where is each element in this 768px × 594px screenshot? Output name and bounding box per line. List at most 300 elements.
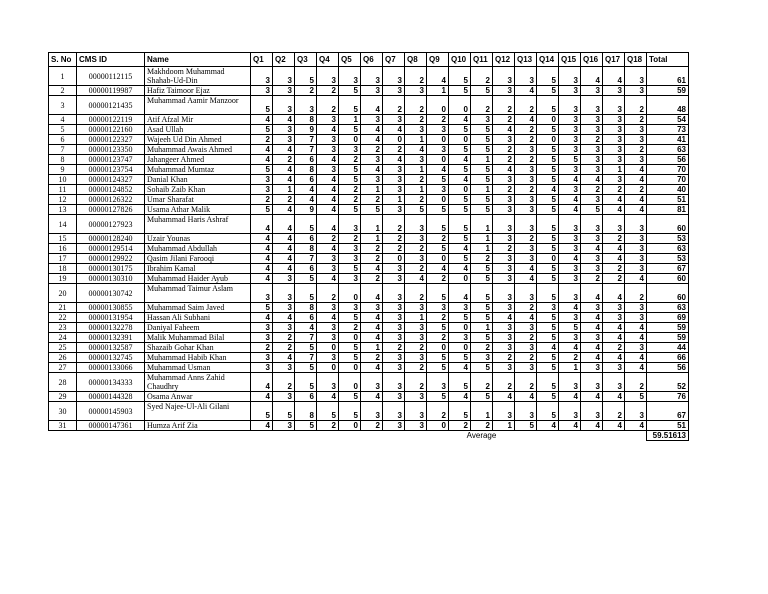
score-cell[interactable]: 5 xyxy=(339,313,361,323)
score-cell[interactable]: 4 xyxy=(361,363,383,373)
score-cell[interactable]: 0 xyxy=(449,96,471,115)
total-cell[interactable]: 53 xyxy=(647,234,689,244)
score-cell[interactable]: 5 xyxy=(449,353,471,363)
serial-number-cell[interactable]: 8 xyxy=(49,155,77,165)
score-cell[interactable]: 3 xyxy=(317,67,339,86)
student-name-cell[interactable]: Muhammad Awais Ahmed xyxy=(145,145,251,155)
score-cell[interactable]: 5 xyxy=(339,353,361,363)
score-cell[interactable]: 2 xyxy=(603,234,625,244)
score-cell[interactable]: 3 xyxy=(625,67,647,86)
score-cell[interactable]: 3 xyxy=(559,135,581,145)
score-cell[interactable]: 1 xyxy=(339,115,361,125)
score-cell[interactable]: 5 xyxy=(251,165,273,175)
score-cell[interactable]: 5 xyxy=(251,303,273,313)
score-cell[interactable]: 4 xyxy=(559,254,581,264)
cms-id-cell[interactable]: 00000122327 xyxy=(77,135,145,145)
score-cell[interactable]: 6 xyxy=(295,234,317,244)
score-cell[interactable]: 3 xyxy=(273,392,295,402)
score-cell[interactable]: 5 xyxy=(537,264,559,274)
score-cell[interactable]: 5 xyxy=(471,363,493,373)
score-cell[interactable]: 3 xyxy=(559,185,581,195)
score-cell[interactable]: 2 xyxy=(383,343,405,353)
score-cell[interactable]: 3 xyxy=(559,402,581,421)
score-cell[interactable]: 4 xyxy=(427,67,449,86)
student-name-cell[interactable]: Humza Arif Zia xyxy=(145,421,251,431)
score-cell[interactable]: 3 xyxy=(581,125,603,135)
score-cell[interactable]: 3 xyxy=(603,215,625,234)
score-cell[interactable]: 3 xyxy=(603,155,625,165)
score-cell[interactable]: 4 xyxy=(603,67,625,86)
serial-number-cell[interactable]: 23 xyxy=(49,323,77,333)
score-cell[interactable]: 2 xyxy=(493,155,515,165)
score-cell[interactable]: 3 xyxy=(581,373,603,392)
score-cell[interactable]: 4 xyxy=(559,303,581,313)
score-cell[interactable]: 3 xyxy=(603,145,625,155)
score-cell[interactable]: 2 xyxy=(339,234,361,244)
serial-number-cell[interactable]: 26 xyxy=(49,353,77,363)
score-cell[interactable]: 4 xyxy=(251,313,273,323)
score-cell[interactable]: 3 xyxy=(559,264,581,274)
score-cell[interactable]: 4 xyxy=(559,195,581,205)
score-cell[interactable]: 5 xyxy=(427,215,449,234)
cms-id-cell[interactable]: 00000131954 xyxy=(77,313,145,323)
score-cell[interactable]: 4 xyxy=(515,313,537,323)
score-cell[interactable]: 1 xyxy=(559,363,581,373)
score-cell[interactable]: 3 xyxy=(383,363,405,373)
score-cell[interactable]: 4 xyxy=(603,392,625,402)
cms-id-cell[interactable]: 00000145903 xyxy=(77,402,145,421)
serial-number-cell[interactable]: 15 xyxy=(49,234,77,244)
score-cell[interactable]: 3 xyxy=(383,274,405,284)
score-cell[interactable]: 4 xyxy=(449,363,471,373)
serial-number-cell[interactable]: 28 xyxy=(49,373,77,392)
score-cell[interactable]: 3 xyxy=(339,67,361,86)
column-header[interactable]: Q1 xyxy=(251,53,273,67)
score-cell[interactable]: 5 xyxy=(471,284,493,303)
score-cell[interactable]: 3 xyxy=(581,264,603,274)
score-cell[interactable]: 4 xyxy=(625,353,647,363)
score-cell[interactable]: 2 xyxy=(515,125,537,135)
score-cell[interactable]: 2 xyxy=(625,145,647,155)
score-cell[interactable]: 2 xyxy=(273,373,295,392)
score-cell[interactable]: 4 xyxy=(625,333,647,343)
score-cell[interactable]: 3 xyxy=(383,205,405,215)
score-cell[interactable]: 1 xyxy=(471,215,493,234)
score-cell[interactable]: 5 xyxy=(427,284,449,303)
score-cell[interactable]: 4 xyxy=(317,195,339,205)
serial-number-cell[interactable]: 17 xyxy=(49,254,77,264)
score-cell[interactable]: 0 xyxy=(339,421,361,431)
column-header[interactable]: Q11 xyxy=(471,53,493,67)
score-cell[interactable]: 3 xyxy=(427,185,449,195)
score-cell[interactable]: 2 xyxy=(361,421,383,431)
score-cell[interactable]: 0 xyxy=(537,115,559,125)
score-cell[interactable]: 0 xyxy=(317,363,339,373)
score-cell[interactable]: 5 xyxy=(471,195,493,205)
cms-id-cell[interactable]: 00000132587 xyxy=(77,343,145,353)
score-cell[interactable]: 2 xyxy=(405,373,427,392)
score-cell[interactable]: 3 xyxy=(537,303,559,313)
score-cell[interactable]: 0 xyxy=(449,274,471,284)
cms-id-cell[interactable]: 00000127826 xyxy=(77,205,145,215)
score-cell[interactable]: 3 xyxy=(493,343,515,353)
score-cell[interactable]: 3 xyxy=(515,145,537,155)
score-cell[interactable]: 3 xyxy=(625,303,647,313)
score-cell[interactable]: 4 xyxy=(559,205,581,215)
score-cell[interactable]: 2 xyxy=(427,333,449,343)
student-name-cell[interactable]: Makhdoom Muhammad Shahab-Ud-Din xyxy=(145,67,251,86)
score-cell[interactable]: 3 xyxy=(625,343,647,353)
total-cell[interactable]: 63 xyxy=(647,244,689,254)
score-cell[interactable]: 4 xyxy=(515,264,537,274)
score-cell[interactable]: 3 xyxy=(317,333,339,343)
cms-id-cell[interactable]: 00000124327 xyxy=(77,175,145,185)
score-cell[interactable]: 1 xyxy=(471,402,493,421)
score-cell[interactable]: 2 xyxy=(515,234,537,244)
cms-id-cell[interactable]: 00000130742 xyxy=(77,284,145,303)
score-cell[interactable]: 2 xyxy=(493,244,515,254)
score-cell[interactable]: 3 xyxy=(559,115,581,125)
total-cell[interactable]: 70 xyxy=(647,165,689,175)
column-header[interactable]: Q4 xyxy=(317,53,339,67)
score-cell[interactable]: 3 xyxy=(361,175,383,185)
student-name-cell[interactable]: Malik Muhammad Bilal xyxy=(145,333,251,343)
score-cell[interactable]: 3 xyxy=(383,333,405,343)
serial-number-cell[interactable]: 7 xyxy=(49,145,77,155)
score-cell[interactable]: 4 xyxy=(251,145,273,155)
score-cell[interactable]: 4 xyxy=(317,125,339,135)
score-cell[interactable]: 4 xyxy=(493,125,515,135)
score-cell[interactable]: 8 xyxy=(295,402,317,421)
score-cell[interactable]: 5 xyxy=(339,343,361,353)
score-cell[interactable]: 3 xyxy=(559,86,581,96)
score-cell[interactable]: 5 xyxy=(339,392,361,402)
score-cell[interactable]: 3 xyxy=(493,234,515,244)
cms-id-cell[interactable]: 00000124852 xyxy=(77,185,145,195)
score-cell[interactable]: 5 xyxy=(427,353,449,363)
score-cell[interactable]: 5 xyxy=(537,333,559,343)
column-header[interactable]: Q16 xyxy=(581,53,603,67)
score-cell[interactable]: 4 xyxy=(361,284,383,303)
score-cell[interactable]: 5 xyxy=(537,195,559,205)
score-cell[interactable]: 6 xyxy=(295,264,317,274)
score-cell[interactable]: 5 xyxy=(427,363,449,373)
score-cell[interactable]: 3 xyxy=(559,125,581,135)
score-cell[interactable]: 5 xyxy=(471,86,493,96)
score-cell[interactable]: 2 xyxy=(295,86,317,96)
total-cell[interactable]: 56 xyxy=(647,363,689,373)
student-name-cell[interactable]: Osama Anwar xyxy=(145,392,251,402)
score-cell[interactable]: 4 xyxy=(625,175,647,185)
score-cell[interactable]: 5 xyxy=(449,254,471,264)
score-cell[interactable]: 4 xyxy=(273,313,295,323)
column-header[interactable]: Q18 xyxy=(625,53,647,67)
score-cell[interactable]: 2 xyxy=(427,234,449,244)
score-cell[interactable]: 3 xyxy=(493,135,515,145)
score-cell[interactable]: 3 xyxy=(295,96,317,115)
score-cell[interactable]: 2 xyxy=(515,155,537,165)
score-cell[interactable]: 2 xyxy=(405,363,427,373)
score-cell[interactable]: 4 xyxy=(317,274,339,284)
score-cell[interactable]: 8 xyxy=(295,244,317,254)
score-cell[interactable]: 2 xyxy=(581,135,603,145)
cms-id-cell[interactable]: 00000123350 xyxy=(77,145,145,155)
student-name-cell[interactable]: Muhammad Habib Khan xyxy=(145,353,251,363)
score-cell[interactable]: 4 xyxy=(625,165,647,175)
score-cell[interactable]: 3 xyxy=(317,135,339,145)
student-name-cell[interactable]: Muhammad Aamir Manzoor xyxy=(145,96,251,115)
score-cell[interactable]: 3 xyxy=(493,205,515,215)
score-cell[interactable]: 5 xyxy=(471,274,493,284)
score-cell[interactable]: 2 xyxy=(405,343,427,353)
score-cell[interactable]: 5 xyxy=(537,145,559,155)
score-cell[interactable]: 0 xyxy=(427,195,449,205)
column-header[interactable]: Q17 xyxy=(603,53,625,67)
score-cell[interactable]: 2 xyxy=(405,96,427,115)
score-cell[interactable]: 5 xyxy=(339,264,361,274)
score-cell[interactable]: 3 xyxy=(317,323,339,333)
serial-number-cell[interactable]: 27 xyxy=(49,363,77,373)
score-cell[interactable]: 0 xyxy=(339,373,361,392)
student-name-cell[interactable]: Asad Ullah xyxy=(145,125,251,135)
score-cell[interactable]: 3 xyxy=(625,234,647,244)
score-cell[interactable]: 4 xyxy=(383,155,405,165)
score-cell[interactable]: 2 xyxy=(273,343,295,353)
cms-id-cell[interactable]: 00000127923 xyxy=(77,215,145,234)
score-cell[interactable]: 2 xyxy=(515,303,537,313)
score-cell[interactable]: 3 xyxy=(515,165,537,175)
score-cell[interactable]: 4 xyxy=(449,155,471,165)
score-cell[interactable]: 3 xyxy=(405,421,427,431)
score-cell[interactable]: 3 xyxy=(383,402,405,421)
score-cell[interactable]: 3 xyxy=(515,244,537,254)
serial-number-cell[interactable]: 5 xyxy=(49,125,77,135)
score-cell[interactable]: 1 xyxy=(471,155,493,165)
score-cell[interactable]: 4 xyxy=(581,392,603,402)
score-cell[interactable]: 5 xyxy=(295,284,317,303)
score-cell[interactable]: 1 xyxy=(383,195,405,205)
score-cell[interactable]: 2 xyxy=(405,175,427,185)
score-cell[interactable]: 2 xyxy=(471,373,493,392)
score-cell[interactable]: 2 xyxy=(515,135,537,145)
score-cell[interactable]: 2 xyxy=(361,353,383,363)
column-header[interactable]: Q14 xyxy=(537,53,559,67)
score-cell[interactable]: 4 xyxy=(273,175,295,185)
score-cell[interactable]: 4 xyxy=(273,215,295,234)
score-cell[interactable]: 3 xyxy=(493,215,515,234)
score-cell[interactable]: 5 xyxy=(427,392,449,402)
score-cell[interactable]: 3 xyxy=(603,96,625,115)
score-cell[interactable]: 3 xyxy=(625,125,647,135)
score-cell[interactable]: 5 xyxy=(537,244,559,254)
score-cell[interactable]: 7 xyxy=(295,145,317,155)
score-cell[interactable]: 4 xyxy=(625,195,647,205)
score-cell[interactable]: 0 xyxy=(339,363,361,373)
score-cell[interactable]: 3 xyxy=(493,175,515,185)
score-cell[interactable]: 7 xyxy=(295,135,317,145)
score-cell[interactable]: 5 xyxy=(427,205,449,215)
score-cell[interactable]: 3 xyxy=(273,274,295,284)
score-cell[interactable]: 4 xyxy=(581,323,603,333)
score-cell[interactable]: 8 xyxy=(295,165,317,175)
score-cell[interactable]: 2 xyxy=(625,373,647,392)
score-cell[interactable]: 5 xyxy=(471,392,493,402)
score-cell[interactable]: 3 xyxy=(559,333,581,343)
score-cell[interactable]: 3 xyxy=(581,333,603,343)
score-cell[interactable]: 5 xyxy=(537,323,559,333)
score-cell[interactable]: 5 xyxy=(537,175,559,185)
score-cell[interactable]: 2 xyxy=(603,264,625,274)
column-header[interactable]: Q3 xyxy=(295,53,317,67)
score-cell[interactable]: 4 xyxy=(317,205,339,215)
score-cell[interactable]: 3 xyxy=(559,373,581,392)
score-cell[interactable]: 2 xyxy=(383,244,405,254)
score-cell[interactable]: 3 xyxy=(559,234,581,244)
cms-id-cell[interactable]: 00000132391 xyxy=(77,333,145,343)
score-cell[interactable]: 5 xyxy=(537,392,559,402)
score-cell[interactable]: 3 xyxy=(427,303,449,313)
score-cell[interactable]: 4 xyxy=(251,155,273,165)
student-name-cell[interactable]: Muhammad Mumtaz xyxy=(145,165,251,175)
score-cell[interactable]: 5 xyxy=(471,313,493,323)
score-cell[interactable]: 3 xyxy=(493,254,515,264)
student-name-cell[interactable]: Sohaib Zaib Khan xyxy=(145,185,251,195)
score-cell[interactable]: 3 xyxy=(383,175,405,185)
score-cell[interactable]: 4 xyxy=(603,244,625,254)
score-cell[interactable]: 4 xyxy=(251,115,273,125)
student-name-cell[interactable]: Umar Sharafat xyxy=(145,195,251,205)
score-cell[interactable]: 3 xyxy=(559,96,581,115)
score-cell[interactable]: 4 xyxy=(493,165,515,175)
serial-number-cell[interactable]: 6 xyxy=(49,135,77,145)
total-cell[interactable]: 60 xyxy=(647,274,689,284)
score-cell[interactable]: 4 xyxy=(273,244,295,254)
score-cell[interactable]: 3 xyxy=(383,313,405,323)
score-cell[interactable]: 3 xyxy=(603,175,625,185)
score-cell[interactable]: 3 xyxy=(339,244,361,254)
score-cell[interactable]: 2 xyxy=(273,155,295,165)
score-cell[interactable]: 7 xyxy=(295,333,317,343)
score-cell[interactable]: 3 xyxy=(339,145,361,155)
score-cell[interactable]: 4 xyxy=(603,323,625,333)
score-cell[interactable]: 2 xyxy=(471,96,493,115)
score-cell[interactable]: 3 xyxy=(493,86,515,96)
score-cell[interactable]: 3 xyxy=(603,86,625,96)
score-cell[interactable]: 3 xyxy=(273,86,295,96)
score-cell[interactable]: 4 xyxy=(295,323,317,333)
score-cell[interactable]: 4 xyxy=(251,392,273,402)
score-cell[interactable]: 3 xyxy=(273,67,295,86)
total-cell[interactable]: 52 xyxy=(647,373,689,392)
score-cell[interactable]: 6 xyxy=(295,392,317,402)
score-cell[interactable]: 4 xyxy=(273,234,295,244)
score-cell[interactable]: 3 xyxy=(515,323,537,333)
score-cell[interactable]: 3 xyxy=(559,274,581,284)
score-cell[interactable]: 3 xyxy=(251,353,273,363)
score-cell[interactable]: 4 xyxy=(295,195,317,205)
score-cell[interactable]: 2 xyxy=(383,215,405,234)
score-cell[interactable]: 4 xyxy=(273,115,295,125)
serial-number-cell[interactable]: 31 xyxy=(49,421,77,431)
total-cell[interactable]: 40 xyxy=(647,185,689,195)
score-cell[interactable]: 3 xyxy=(581,165,603,175)
column-header[interactable]: Total xyxy=(647,53,689,67)
score-cell[interactable]: 4 xyxy=(361,323,383,333)
score-cell[interactable]: 3 xyxy=(317,115,339,125)
score-cell[interactable]: 4 xyxy=(625,205,647,215)
student-name-cell[interactable]: Atif Afzal Mir xyxy=(145,115,251,125)
student-name-cell[interactable]: Syed Najee-Ul-Ali Gilani xyxy=(145,402,251,421)
score-cell[interactable]: 3 xyxy=(251,323,273,333)
student-name-cell[interactable]: Muhammad Haris Ashraf xyxy=(145,215,251,234)
score-cell[interactable]: 0 xyxy=(427,343,449,353)
score-cell[interactable]: 2 xyxy=(405,115,427,125)
score-cell[interactable]: 2 xyxy=(427,313,449,323)
score-cell[interactable]: 5 xyxy=(295,373,317,392)
score-cell[interactable]: 0 xyxy=(383,135,405,145)
score-cell[interactable]: 3 xyxy=(405,234,427,244)
score-cell[interactable]: 8 xyxy=(295,303,317,313)
serial-number-cell[interactable]: 19 xyxy=(49,274,77,284)
score-cell[interactable]: 1 xyxy=(361,343,383,353)
score-cell[interactable]: 4 xyxy=(515,274,537,284)
score-cell[interactable]: 3 xyxy=(251,86,273,96)
score-cell[interactable]: 4 xyxy=(603,353,625,363)
cms-id-cell[interactable]: 00000123754 xyxy=(77,165,145,175)
student-name-cell[interactable]: Muhammad Anns Zahid Chaudhry xyxy=(145,373,251,392)
student-name-cell[interactable]: Muhammad Saim Javed xyxy=(145,303,251,313)
score-cell[interactable]: 5 xyxy=(251,402,273,421)
score-cell[interactable]: 4 xyxy=(515,392,537,402)
score-cell[interactable]: 3 xyxy=(493,284,515,303)
cms-id-cell[interactable]: 00000119987 xyxy=(77,86,145,96)
score-cell[interactable]: 4 xyxy=(603,254,625,264)
score-cell[interactable]: 2 xyxy=(515,185,537,195)
cms-id-cell[interactable]: 00000130855 xyxy=(77,303,145,313)
serial-number-cell[interactable]: 9 xyxy=(49,165,77,175)
score-cell[interactable]: 5 xyxy=(559,323,581,333)
total-cell[interactable]: 66 xyxy=(647,353,689,363)
total-cell[interactable]: 56 xyxy=(647,155,689,165)
score-cell[interactable]: 3 xyxy=(559,67,581,86)
score-cell[interactable]: 2 xyxy=(405,264,427,274)
score-cell[interactable]: 2 xyxy=(317,234,339,244)
score-cell[interactable]: 3 xyxy=(317,373,339,392)
score-cell[interactable]: 3 xyxy=(405,215,427,234)
score-cell[interactable]: 2 xyxy=(361,145,383,155)
score-cell[interactable]: 5 xyxy=(295,274,317,284)
score-cell[interactable]: 2 xyxy=(515,333,537,343)
score-cell[interactable]: 4 xyxy=(581,343,603,353)
score-cell[interactable]: 5 xyxy=(273,402,295,421)
score-cell[interactable]: 4 xyxy=(295,185,317,195)
score-cell[interactable]: 5 xyxy=(537,165,559,175)
score-cell[interactable]: 4 xyxy=(361,333,383,343)
score-cell[interactable]: 3 xyxy=(317,254,339,264)
score-cell[interactable]: 1 xyxy=(405,185,427,195)
score-cell[interactable]: 5 xyxy=(449,215,471,234)
total-cell[interactable]: 51 xyxy=(647,421,689,431)
score-cell[interactable]: 5 xyxy=(339,205,361,215)
score-cell[interactable]: 0 xyxy=(427,96,449,115)
total-cell[interactable]: 54 xyxy=(647,115,689,125)
score-cell[interactable]: 0 xyxy=(339,333,361,343)
score-cell[interactable]: 3 xyxy=(581,96,603,115)
score-cell[interactable]: 3 xyxy=(339,274,361,284)
score-cell[interactable]: 4 xyxy=(581,67,603,86)
score-cell[interactable]: 1 xyxy=(361,185,383,195)
score-cell[interactable]: 4 xyxy=(537,185,559,195)
